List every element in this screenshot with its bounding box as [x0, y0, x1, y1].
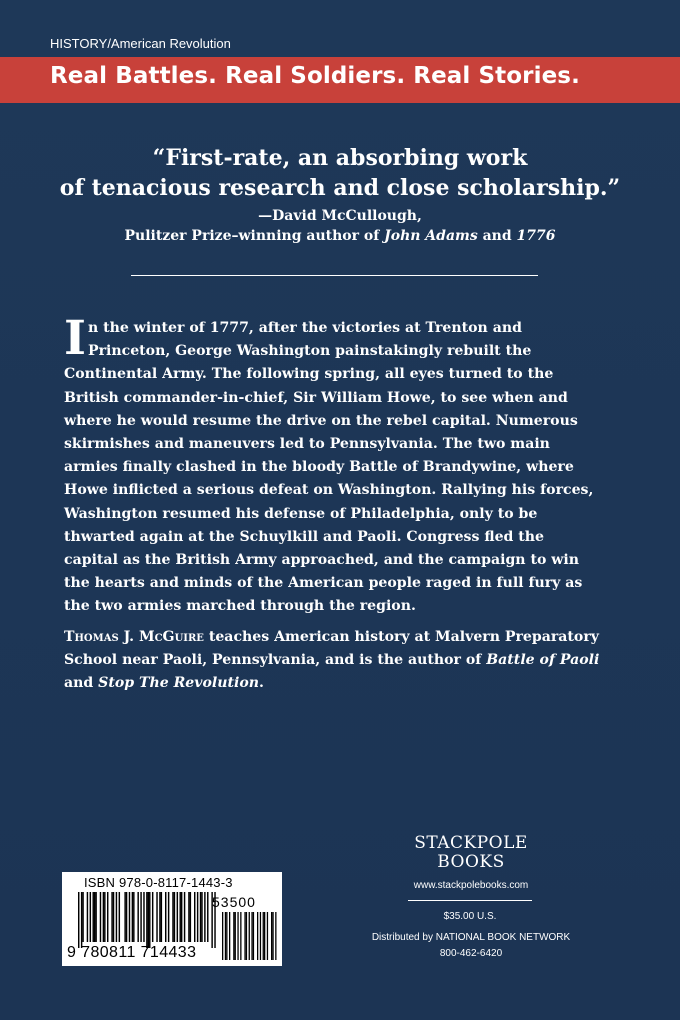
- bio-text: teaches American history at Malvern Preparatory School near Paoli, Pennsylvania, and is the author of: [64, 629, 599, 669]
- addon-bar: [260, 912, 261, 960]
- barcode-bar: [172, 892, 173, 942]
- barcode-bar: [90, 892, 91, 942]
- addon-bar: [240, 912, 241, 960]
- barcode-bar: [124, 892, 125, 942]
- drop-cap: I: [64, 311, 86, 366]
- addon-bar: [222, 912, 223, 960]
- price: $35.00 U.S.: [443, 911, 497, 922]
- barcode-bar: [111, 892, 112, 942]
- addon-bar: [249, 912, 250, 960]
- barcode-bar: [126, 892, 127, 942]
- barcode-bar: [100, 892, 101, 942]
- barcode-bar: [180, 892, 181, 942]
- barcode-bar: [113, 892, 114, 942]
- barcode-bar: [177, 892, 178, 942]
- barcode-bar: [161, 892, 162, 942]
- barcode-bar: [78, 892, 79, 948]
- publisher-logo: [401, 834, 541, 872]
- barcode-bar: [165, 892, 166, 942]
- barcode-bar: [168, 892, 169, 942]
- bio-end: .: [258, 675, 264, 692]
- addon-bar: [271, 912, 272, 960]
- barcode-bar: [174, 892, 175, 942]
- barcode-bar: [103, 892, 104, 942]
- barcode-bar: [129, 892, 130, 942]
- publisher-name-line-2: BOOKS: [437, 852, 505, 872]
- addon-bar: [257, 912, 258, 960]
- addon-bar: [235, 912, 236, 960]
- barcode-bar: [148, 892, 149, 948]
- barcode-bar: [188, 892, 189, 942]
- tagline-text: Real Battles. Real Soldiers. Real Stories.: [50, 63, 580, 89]
- description-text: n the winter of 1777, after the victories at Trenton and Princeton, George Washington painstakingly rebuilt the Continental Army. The following spring, all eyes turned to the British commander-in-chief, Sir William Howe, to see when and where he would resume the drive on the rebel capital. Numerous skirmishes and maneuvers led to Pennsylvania. The two main armies finally clashed in the bloody Battle of Brandywine, where Howe inflicted a serious defeat on Washington. Rallying his forces, Washington resumed his defense of Philadelphia, only to be thwarted again at the Schuylkill and Paoli. Congress fled the capital as the British Army approached, and the campaign to win the hearts and minds of the American people raged in full fury as the two armies marched through the region.: [64, 320, 594, 615]
- author-name: Thomas J. McGuire: [64, 629, 204, 645]
- book-title-stop-the-revolution: Stop The Revolution: [98, 675, 259, 692]
- ean-digits: 9 780811 714433: [67, 944, 197, 961]
- publisher-divider: [408, 900, 532, 901]
- book-title-john-adams: John Adams: [384, 228, 478, 244]
- credential-prefix: Pulitzer Prize–winning author of: [124, 228, 385, 244]
- barcode-bar: [152, 892, 153, 942]
- barcode-bar: [87, 892, 88, 942]
- barcode-bar: [95, 892, 96, 942]
- quote-author: —David McCullough,: [258, 208, 422, 224]
- barcode-bar: [104, 892, 105, 942]
- barcode-bar: [184, 892, 185, 942]
- barcode-bar: [194, 892, 195, 942]
- divider-rule: [131, 275, 538, 276]
- barcode-bar: [94, 892, 95, 942]
- addon-bar: [264, 912, 265, 960]
- barcode-bar: [146, 892, 147, 948]
- addon-bar: [229, 912, 230, 960]
- addon-bar: [267, 912, 268, 960]
- author-bio: [64, 626, 604, 696]
- barcode-bar: [201, 892, 202, 942]
- barcode-bar: [137, 892, 138, 942]
- addon-bar: [237, 912, 238, 960]
- barcode-bar: [143, 892, 144, 942]
- barcode-panel: [62, 872, 282, 966]
- barcode-bar: [119, 892, 120, 942]
- barcode-bar: [93, 892, 94, 942]
- barcode-bar: [116, 892, 117, 942]
- category-label: HISTORY/American Revolution: [50, 36, 231, 51]
- addon-bar: [275, 912, 276, 960]
- addon-bar: [253, 912, 254, 960]
- quote-credential: [0, 226, 680, 246]
- barcode-bar: [133, 892, 134, 942]
- credential-and: and: [477, 228, 517, 244]
- barcode-bar: [140, 892, 141, 942]
- book-description: [64, 311, 600, 619]
- barcode-bar: [82, 892, 83, 942]
- addon-bar: [251, 912, 252, 960]
- addon-bar: [272, 912, 273, 960]
- addon-bar: [233, 912, 234, 960]
- addon-bar: [244, 912, 245, 960]
- quote-attribution: [0, 206, 680, 246]
- barcode-bar: [200, 892, 201, 942]
- addon-bar: [246, 912, 247, 960]
- barcode-bar: [81, 892, 82, 948]
- barcode-bar: [207, 892, 208, 942]
- distributor-phone: 800-462-6420: [439, 948, 503, 959]
- addon-bar: [263, 912, 264, 960]
- barcode-bar: [197, 892, 198, 942]
- barcode-bar: [190, 892, 191, 942]
- publisher-name-line-1: STACKPOLE: [414, 833, 528, 853]
- barcode-bar: [181, 892, 182, 942]
- barcode-bar: [132, 892, 133, 942]
- book-title-1776: 1776: [516, 228, 556, 244]
- barcode-price-code: 53500: [212, 894, 256, 910]
- quote-line-1: “First-rate, an absorbing work: [152, 145, 528, 171]
- barcode-bar: [149, 892, 150, 948]
- addon-bar: [225, 912, 226, 960]
- barcode-bar: [107, 892, 108, 942]
- book-title-battle-of-paoli: Battle of Paoli: [486, 652, 600, 669]
- distributor-info: [330, 930, 612, 962]
- barcode-bar: [159, 892, 160, 942]
- bio-and: and: [64, 675, 99, 692]
- publisher-url: www.stackpolebooks.com: [413, 880, 529, 891]
- barcode-bar: [204, 892, 205, 942]
- barcode-bar: [156, 892, 157, 942]
- addon-bar: [226, 912, 227, 960]
- endorsement-quote: [0, 143, 680, 203]
- distributor-name: Distributed by NATIONAL BOOK NETWORK: [371, 932, 571, 943]
- isbn-number: ISBN 978-0-8117-1443-3: [84, 875, 233, 890]
- quote-line-2: of tenacious research and close scholarship.”: [59, 175, 621, 201]
